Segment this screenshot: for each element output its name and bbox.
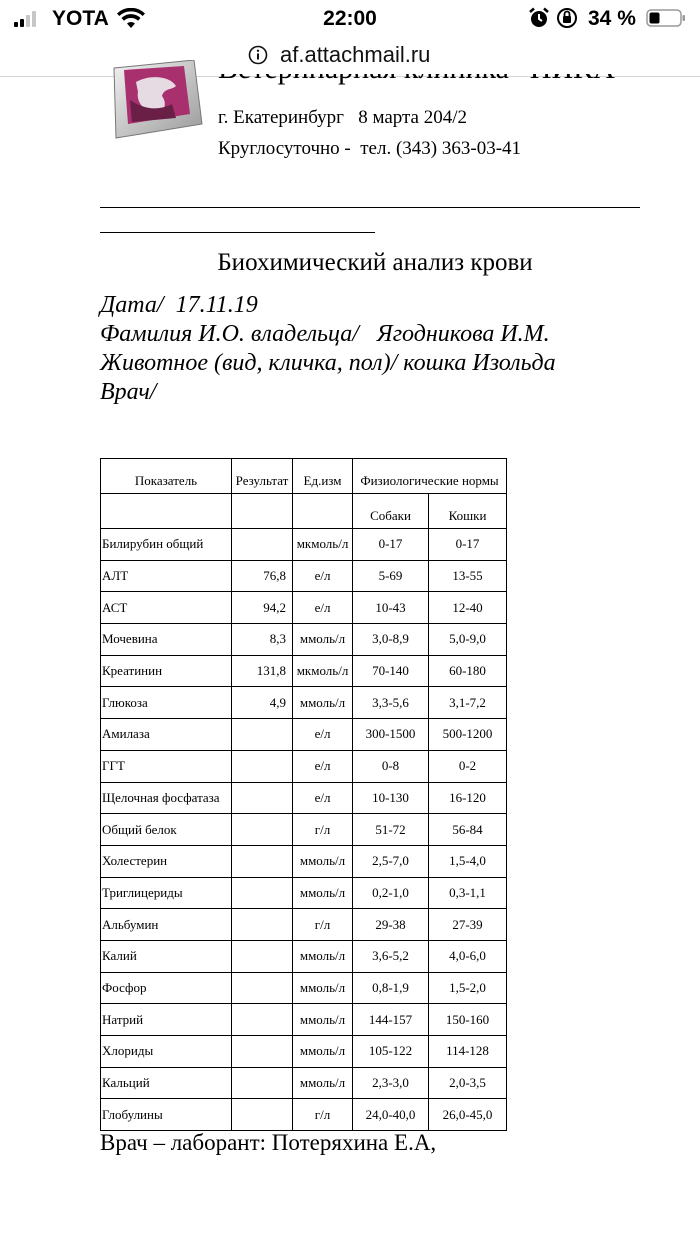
cell-norm-cats: 16-120 — [429, 782, 507, 814]
cell-norm-cats: 2,0-3,5 — [429, 1067, 507, 1099]
table-row — [101, 560, 507, 592]
cell-norm-cats: 500-1200 — [429, 719, 507, 751]
table-row — [101, 687, 507, 719]
orientation-lock-icon — [556, 7, 578, 29]
cell-result — [232, 972, 293, 1004]
cell-unit: е/л — [293, 560, 353, 592]
cell-norm-dogs: 0,2-1,0 — [353, 877, 429, 909]
cell-result: 8,3 — [232, 624, 293, 656]
battery-icon — [646, 9, 686, 27]
table-row — [101, 719, 507, 751]
header-dogs: Собаки — [353, 494, 429, 529]
cell-norm-cats: 0-2 — [429, 750, 507, 782]
cell-unit: ммоль/л — [293, 972, 353, 1004]
cell-indicator: ГГТ — [101, 750, 232, 782]
cell-indicator: Щелочная фосфатаза — [101, 782, 232, 814]
header-norms: Физиологические нормы — [353, 459, 507, 494]
table-row — [101, 655, 507, 687]
cell-unit: е/л — [293, 719, 353, 751]
cell-indicator: Натрий — [101, 1004, 232, 1036]
clinic-address: г. Екатеринбург 8 марта 204/2 — [218, 107, 468, 128]
header-empty — [101, 494, 232, 529]
status-time: 22:00 — [323, 7, 377, 30]
cell-norm-dogs: 5-69 — [353, 560, 429, 592]
cell-indicator: Амилаза — [101, 719, 232, 751]
cell-unit: ммоль/л — [293, 687, 353, 719]
cell-norm-dogs: 0-8 — [353, 750, 429, 782]
cell-unit: г/л — [293, 814, 353, 846]
cell-norm-cats: 4,0-6,0 — [429, 940, 507, 972]
cell-norm-cats: 114-128 — [429, 1036, 507, 1068]
site-info-icon[interactable] — [248, 45, 268, 65]
cell-norm-dogs: 3,6-5,2 — [353, 940, 429, 972]
cell-unit: мкмоль/л — [293, 655, 353, 687]
cell-result — [232, 1099, 293, 1131]
cell-norm-cats: 3,1-7,2 — [429, 687, 507, 719]
table-row — [101, 972, 507, 1004]
cell-unit: ммоль/л — [293, 1004, 353, 1036]
cell-norm-cats: 27-39 — [429, 909, 507, 941]
header-indicator: Показатель — [101, 459, 232, 494]
cell-result: 131,8 — [232, 655, 293, 687]
cell-norm-dogs: 0-17 — [353, 529, 429, 561]
cell-norm-dogs: 144-157 — [353, 1004, 429, 1036]
table-row — [101, 592, 507, 624]
cell-result — [232, 529, 293, 561]
cell-unit: ммоль/л — [293, 940, 353, 972]
status-bar — [0, 0, 700, 36]
cell-norm-dogs: 51-72 — [353, 814, 429, 846]
alarm-icon — [528, 7, 550, 29]
cell-norm-dogs: 105-122 — [353, 1036, 429, 1068]
cell-norm-dogs: 0,8-1,9 — [353, 972, 429, 1004]
cell-norm-cats: 5,0-9,0 — [429, 624, 507, 656]
lab-signature: Врач – лаборант: Потеряхина Е.А, — [100, 1130, 437, 1155]
cell-indicator: Глобулины — [101, 1099, 232, 1131]
cell-result: 4,9 — [232, 687, 293, 719]
carrier-name: YOTA — [52, 7, 109, 30]
cell-norm-cats: 60-180 — [429, 655, 507, 687]
field-animal: Животное (вид, кличка, пол)/ кошка Изольда — [100, 350, 556, 376]
cell-indicator: Фосфор — [101, 972, 232, 1004]
cell-norm-cats: 26,0-45,0 — [429, 1099, 507, 1131]
cell-norm-cats: 13-55 — [429, 560, 507, 592]
header-result: Результат — [232, 459, 293, 494]
table-row — [101, 877, 507, 909]
cell-norm-dogs: 3,0-8,9 — [353, 624, 429, 656]
field-owner: Фамилия И.О. владельца/ Ягодникова И.М. — [100, 321, 550, 347]
cell-norm-dogs: 2,3-3,0 — [353, 1067, 429, 1099]
document-title: Биохимический анализ крови — [217, 249, 533, 276]
cell-unit: е/л — [293, 750, 353, 782]
cell-unit: ммоль/л — [293, 624, 353, 656]
table-row — [101, 845, 507, 877]
url-text[interactable]: af.attachmail.ru — [280, 42, 431, 67]
cell-indicator: Холестерин — [101, 845, 232, 877]
battery-percentage: 34 % — [588, 7, 636, 30]
cell-norm-cats: 12-40 — [429, 592, 507, 624]
header-cats: Кошки — [429, 494, 507, 529]
cell-norm-cats: 56-84 — [429, 814, 507, 846]
cell-norm-dogs: 10-43 — [353, 592, 429, 624]
cell-indicator: Билирубин общий — [101, 529, 232, 561]
cell-indicator: АЛТ — [101, 560, 232, 592]
field-vet: Врач/ — [100, 379, 157, 405]
table-row — [101, 782, 507, 814]
cell-result: 76,8 — [232, 560, 293, 592]
results-table — [100, 458, 507, 1131]
divider-line-short — [100, 232, 375, 233]
cell-result — [232, 877, 293, 909]
table-row — [101, 624, 507, 656]
cell-norm-cats: 0,3-1,1 — [429, 877, 507, 909]
cell-indicator: Общий белок — [101, 814, 232, 846]
cell-result: 94,2 — [232, 592, 293, 624]
table-row — [101, 940, 507, 972]
clinic-phone: Круглосуточно - тел. (343) 363-03-41 — [218, 138, 522, 159]
table-row — [101, 1099, 507, 1131]
cell-norm-cats: 1,5-4,0 — [429, 845, 507, 877]
cell-unit: ммоль/л — [293, 1067, 353, 1099]
cell-norm-dogs: 29-38 — [353, 909, 429, 941]
header-empty — [232, 494, 293, 529]
divider-line — [100, 207, 640, 208]
table-row — [101, 1004, 507, 1036]
cell-norm-dogs: 70-140 — [353, 655, 429, 687]
browser-address-bar[interactable] — [0, 36, 700, 77]
table-row — [101, 529, 507, 561]
cell-result — [232, 909, 293, 941]
cell-indicator: Хлориды — [101, 1036, 232, 1068]
cell-unit: ммоль/л — [293, 845, 353, 877]
cell-unit: е/л — [293, 782, 353, 814]
cell-unit: г/л — [293, 909, 353, 941]
cell-result — [232, 750, 293, 782]
cell-norm-dogs: 2,5-7,0 — [353, 845, 429, 877]
cell-indicator: Триглицериды — [101, 877, 232, 909]
cell-norm-cats: 1,5-2,0 — [429, 972, 507, 1004]
cell-result — [232, 814, 293, 846]
clinic-logo — [106, 60, 206, 140]
cell-norm-cats: 150-160 — [429, 1004, 507, 1036]
cell-indicator: АСТ — [101, 592, 232, 624]
cell-result — [232, 1004, 293, 1036]
cell-unit: г/л — [293, 1099, 353, 1131]
header-empty — [293, 494, 353, 529]
cell-norm-dogs: 10-130 — [353, 782, 429, 814]
cell-norm-dogs: 300-1500 — [353, 719, 429, 751]
table-row — [101, 1036, 507, 1068]
cell-norm-dogs: 24,0-40,0 — [353, 1099, 429, 1131]
cell-indicator: Мочевина — [101, 624, 232, 656]
cell-unit: е/л — [293, 592, 353, 624]
table-row — [101, 814, 507, 846]
cell-result — [232, 782, 293, 814]
cell-unit: ммоль/л — [293, 1036, 353, 1068]
cell-unit: ммоль/л — [293, 877, 353, 909]
cell-result — [232, 845, 293, 877]
cell-unit: мкмоль/л — [293, 529, 353, 561]
cell-norm-cats: 0-17 — [429, 529, 507, 561]
header-unit: Ед.изм — [293, 459, 353, 494]
cell-result — [232, 1036, 293, 1068]
cell-norm-dogs: 3,3-5,6 — [353, 687, 429, 719]
table-row — [101, 909, 507, 941]
cell-indicator: Кальций — [101, 1067, 232, 1099]
cell-indicator: Калий — [101, 940, 232, 972]
cell-indicator: Креатинин — [101, 655, 232, 687]
cell-indicator: Глюкоза — [101, 687, 232, 719]
table-row — [101, 1067, 507, 1099]
cell-result — [232, 940, 293, 972]
cell-indicator: Альбумин — [101, 909, 232, 941]
table-row — [101, 750, 507, 782]
cell-result — [232, 1067, 293, 1099]
field-date: Дата/ 17.11.19 — [100, 292, 258, 318]
cell-result — [232, 719, 293, 751]
